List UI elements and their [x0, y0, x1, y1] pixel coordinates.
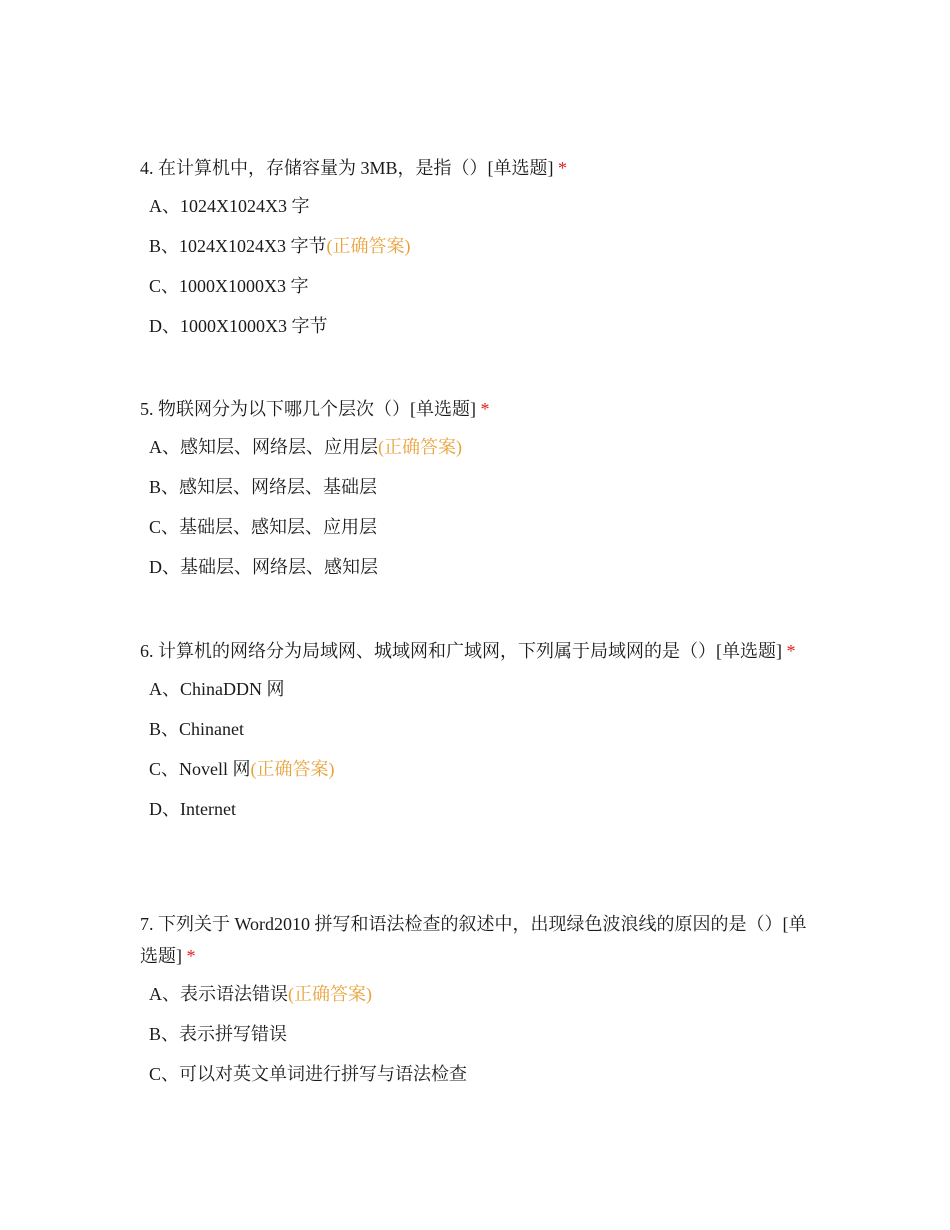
question-title-text: 6. 计算机的网络分为局域网、城域网和广域网，下列属于局域网的是（）[单选题] — [140, 641, 782, 661]
option-text: B、表示拼写错误 — [149, 1024, 288, 1044]
option-b[interactable] — [149, 1022, 820, 1046]
required-star: * — [558, 158, 567, 178]
option-text: D、基础层、网络层、感知层 — [149, 557, 378, 577]
option-b[interactable] — [149, 475, 820, 499]
question-7 — [140, 908, 820, 1102]
option-text: A、表示语法错误 — [149, 984, 288, 1004]
question-4 — [140, 152, 820, 354]
option-d[interactable] — [149, 555, 820, 579]
option-text: C、1000X1000X3 字 — [149, 276, 309, 296]
option-text: A、1024X1024X3 字 — [149, 196, 310, 216]
option-d[interactable] — [149, 314, 820, 338]
option-a[interactable] — [149, 677, 820, 701]
question-title-text: 7. 下列关于 Word2010 拼写和语法检查的叙述中，出现绿色波浪线的原因的是（）[单选题] — [140, 914, 807, 966]
option-list — [149, 435, 820, 579]
question-title-text: 5. 物联网分为以下哪几个层次（）[单选题] — [140, 399, 476, 419]
option-text: C、基础层、感知层、应用层 — [149, 517, 378, 537]
option-text: A、感知层、网络层、应用层 — [149, 437, 378, 457]
option-text: B、1024X1024X3 字节 — [149, 236, 327, 256]
question-title — [140, 908, 820, 972]
option-text: B、感知层、网络层、基础层 — [149, 477, 378, 497]
option-a[interactable] — [149, 194, 820, 218]
correct-answer-tag: (正确答案) — [250, 759, 335, 779]
question-6 — [140, 635, 820, 837]
option-list — [149, 677, 820, 821]
option-c[interactable] — [149, 757, 820, 781]
question-title — [140, 393, 820, 425]
option-text: D、1000X1000X3 字节 — [149, 316, 328, 336]
question-title — [140, 635, 820, 667]
required-star: * — [186, 946, 196, 966]
option-text: C、可以对英文单词进行拼写与语法检查 — [149, 1064, 468, 1084]
correct-answer-tag: (正确答案) — [288, 984, 372, 1004]
option-list — [149, 194, 820, 338]
correct-answer-tag: (正确答案) — [326, 236, 411, 256]
option-text: A、ChinaDDN 网 — [149, 679, 285, 699]
option-text: D、Internet — [149, 799, 236, 819]
option-text: C、Novell 网 — [149, 759, 251, 779]
option-text: B、Chinanet — [149, 719, 244, 739]
option-d[interactable] — [149, 797, 820, 821]
question-title — [140, 152, 820, 184]
question-5 — [140, 393, 820, 595]
option-c[interactable] — [149, 274, 820, 298]
required-star: * — [786, 641, 796, 661]
option-c[interactable] — [149, 515, 820, 539]
option-a[interactable] — [149, 982, 820, 1006]
option-a[interactable] — [149, 435, 820, 459]
question-title-text: 4. 在计算机中，存储容量为 3MB，是指（）[单选题] — [140, 158, 554, 178]
option-b[interactable] — [149, 717, 820, 741]
correct-answer-tag: (正确答案) — [378, 437, 462, 457]
option-b[interactable] — [149, 234, 820, 258]
required-star: * — [480, 399, 490, 419]
option-list — [149, 982, 820, 1086]
option-c[interactable] — [149, 1062, 820, 1086]
